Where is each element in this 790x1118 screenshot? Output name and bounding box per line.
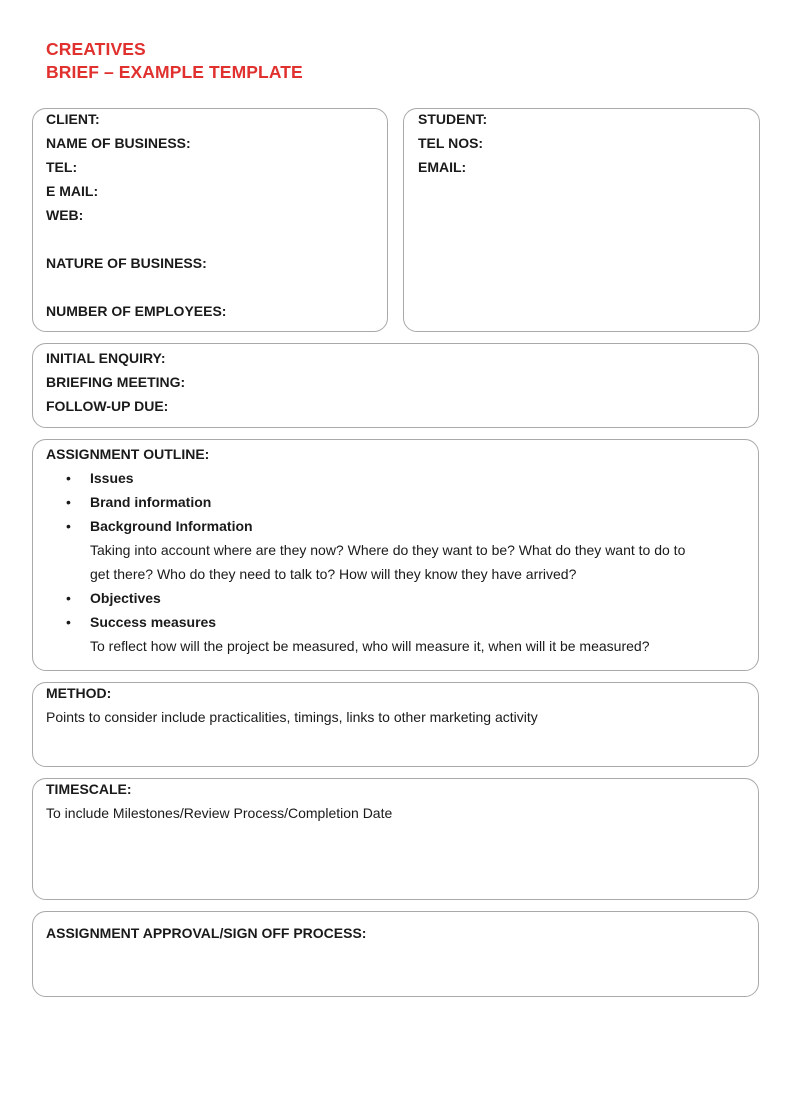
outline-item-background-information: Background Information — [90, 518, 253, 534]
bullet-icon: • — [66, 518, 71, 534]
tel-nos-label: TEL NOS: — [418, 135, 484, 151]
title-line-1: CREATIVES — [46, 39, 146, 59]
approval-box — [32, 911, 759, 997]
outline-item-success-measures: Success measures — [90, 614, 217, 630]
background-description-line-2: get there? Who do they need to talk to? How will they know they have arrived? — [90, 566, 577, 582]
number-of-employees-label: NUMBER OF EMPLOYEES: — [46, 303, 227, 319]
email-label: E MAIL: — [46, 183, 99, 199]
outline-item-brand-information: Brand information — [90, 494, 212, 510]
timescale-box — [32, 778, 759, 900]
initial-enquiry-label: INITIAL ENQUIRY: — [46, 350, 166, 366]
bullet-icon: • — [66, 470, 71, 486]
timescale-text: To include Milestones/Review Process/Completion Date — [46, 805, 393, 821]
student-label: STUDENT: — [418, 111, 488, 127]
name-of-business-label: NAME OF BUSINESS: — [46, 135, 191, 151]
web-label: WEB: — [46, 207, 84, 223]
tel-label: TEL: — [46, 159, 78, 175]
briefing-meeting-label: BRIEFING MEETING: — [46, 374, 186, 390]
outline-item-objectives: Objectives — [90, 590, 161, 606]
success-measures-description: To reflect how will the project be measured, who will measure it, when will it be measured? — [90, 638, 650, 654]
assignment-outline-heading: ASSIGNMENT OUTLINE: — [46, 446, 210, 462]
nature-of-business-label: NATURE OF BUSINESS: — [46, 255, 207, 271]
method-text: Points to consider include practicalities, timings, links to other marketing activity — [46, 709, 538, 725]
bullet-icon: • — [66, 614, 71, 630]
title-line-2: BRIEF – EXAMPLE TEMPLATE — [46, 62, 303, 82]
student-email-label: EMAIL: — [418, 159, 467, 175]
document-title — [46, 38, 303, 84]
background-description-line-1: Taking into account where are they now? Where do they want to be? What do they want to do to — [90, 542, 686, 558]
timescale-heading: TIMESCALE: — [46, 781, 132, 797]
method-heading: METHOD: — [46, 685, 112, 701]
bullet-icon: • — [66, 590, 71, 606]
approval-heading: ASSIGNMENT APPROVAL/SIGN OFF PROCESS: — [46, 925, 367, 941]
client-label: CLIENT: — [46, 111, 100, 127]
outline-item-issues: Issues — [90, 470, 134, 486]
follow-up-due-label: FOLLOW-UP DUE: — [46, 398, 169, 414]
bullet-icon: • — [66, 494, 71, 510]
